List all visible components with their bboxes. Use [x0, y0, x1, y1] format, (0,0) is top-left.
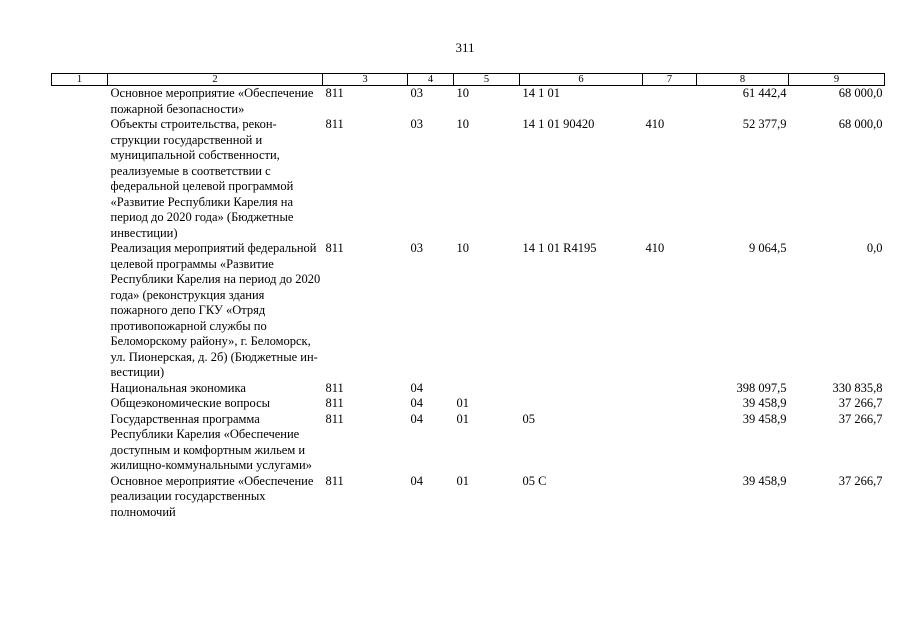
table-row: [52, 412, 885, 474]
amount-year-2: 68 000,0: [838, 86, 883, 100]
expense-type-code: [643, 474, 697, 521]
item-name: Общеэкономические вопросы: [110, 396, 271, 410]
subsection-code: 10: [456, 117, 469, 131]
row-number-cell: [52, 86, 108, 118]
ministry-code: 811: [325, 380, 344, 395]
expense-type-code: 410: [645, 241, 665, 255]
item-name: Реализация мероприятий федеральной целевой программы «Развитие Республики Карелия на период до 2020 года» (реконструкция здания пожарного депо ГКУ «Отряд противопожарной службы по Беломорскому району», г. Беломорск, ул. Пионерская, д. 2б) (Бюджетные инвестиции): [110, 241, 321, 379]
amount-year-2: 330 835,8: [832, 380, 883, 395]
item-name: Основное мероприятие «Обеспечение пожарной безопасности»: [110, 86, 314, 116]
item-name: Национальная экономика: [110, 380, 246, 395]
expense-type-code: 410: [645, 117, 665, 131]
row-number-cell: [52, 474, 108, 521]
item-name: Основное мероприятие «Обеспечение реализации государственных полномочий: [110, 473, 314, 519]
subsection-code: 01: [456, 396, 469, 410]
ministry-code: 811: [325, 86, 344, 100]
expense-type-code: [643, 396, 697, 412]
amount-year-1: 398 097,5: [736, 380, 787, 395]
item-name: Государственная программа Республики Карелия «Обеспечение доступным и комфортным жильем и жилищно-коммунальными услугами»: [110, 411, 312, 472]
table-row: [52, 241, 885, 381]
table-row: [52, 474, 885, 521]
expense-type-code: [643, 412, 697, 474]
row-number-cell: [52, 412, 108, 474]
row-number-cell: [52, 241, 108, 381]
column-header: 8: [697, 74, 789, 86]
row-number-cell: [52, 381, 108, 397]
section-code: 03: [410, 86, 423, 100]
row-number-cell: [52, 117, 108, 241]
page-number: 311: [455, 40, 475, 55]
table-header-row: [52, 74, 885, 86]
subsection-code: 01: [456, 473, 469, 488]
expense-type-code: [643, 86, 697, 118]
section-code: 03: [410, 117, 423, 131]
column-header: 2: [108, 74, 323, 86]
subsection-code: 01: [456, 411, 469, 426]
subsection-code: 10: [456, 241, 469, 255]
target-article-code: 14 1 01 R4195: [522, 241, 597, 255]
target-article-code: 14 1 01: [522, 86, 560, 100]
target-article-code: 14 1 01 90420: [522, 117, 595, 131]
target-article-code: 05 С: [522, 473, 547, 488]
section-code: 04: [410, 380, 423, 395]
table-row: [52, 117, 885, 241]
item-name: Объекты строительства, реконструкции государственной и муниципальной собственности, реализуемые в соответствии с федеральной целевой программой «Развитие Республики Карелия на период до 2020 года» (Бюджетные инвестиции): [110, 117, 294, 240]
amount-year-2: 37 266,7: [838, 411, 883, 426]
budget-table: [51, 73, 885, 520]
expense-type-code: [643, 381, 697, 397]
table-row: [52, 381, 885, 397]
amount-year-2: 37 266,7: [838, 473, 883, 488]
ministry-code: 811: [325, 396, 344, 410]
amount-year-1: 9 064,5: [749, 241, 787, 255]
amount-year-1: 39 458,9: [742, 411, 787, 426]
section-code: 04: [410, 411, 423, 426]
amount-year-1: 52 377,9: [742, 117, 787, 131]
amount-year-1: 61 442,4: [742, 86, 787, 100]
row-number-cell: [52, 396, 108, 412]
amount-year-2: 37 266,7: [838, 396, 883, 410]
column-header: 7: [643, 74, 697, 86]
amount-year-1: 39 458,9: [742, 396, 787, 410]
ministry-code: 811: [325, 411, 344, 426]
amount-year-2: 0,0: [866, 241, 883, 255]
target-article-code: [520, 381, 643, 397]
table-row: [52, 396, 885, 412]
section-code: 04: [410, 396, 423, 410]
column-header: 3: [323, 74, 408, 86]
target-article-code: 05: [522, 411, 535, 426]
column-header: 1: [52, 74, 108, 86]
table-row: [52, 86, 885, 118]
column-header: 6: [520, 74, 643, 86]
section-code: 03: [410, 241, 423, 255]
subsection-code: [454, 381, 520, 397]
column-header: 9: [789, 74, 885, 86]
target-article-code: [520, 396, 643, 412]
column-header: 4: [408, 74, 454, 86]
amount-year-2: 68 000,0: [838, 117, 883, 131]
ministry-code: 811: [325, 241, 344, 255]
section-code: 04: [410, 473, 423, 488]
ministry-code: 811: [325, 473, 344, 488]
subsection-code: 10: [456, 86, 469, 100]
column-header: 5: [454, 74, 520, 86]
amount-year-1: 39 458,9: [742, 473, 787, 488]
ministry-code: 811: [325, 117, 344, 131]
